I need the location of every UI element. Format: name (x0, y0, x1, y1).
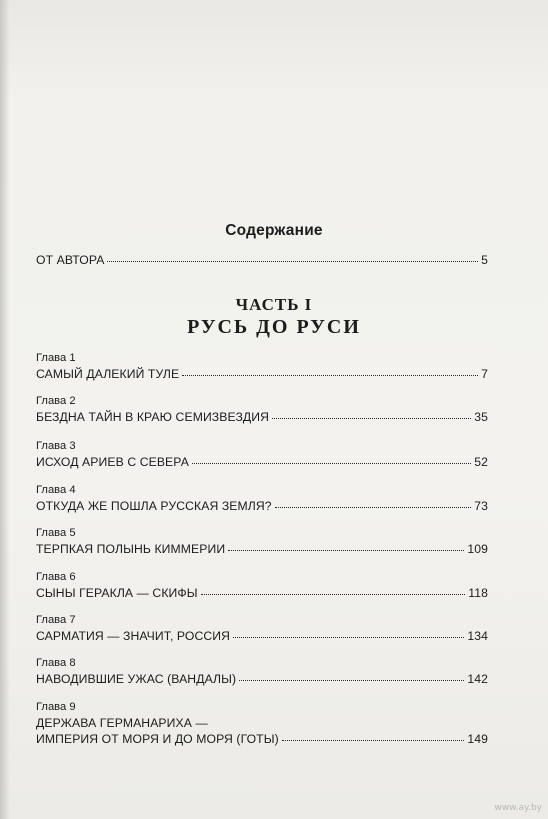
toc-page-number: 73 (474, 499, 488, 513)
toc-line (36, 541, 488, 557)
toc-entry-chapter-4 (36, 483, 488, 514)
chapter-title: ДЕРЖАВА ГЕРМАНАРИХА — (36, 716, 208, 730)
toc-line (36, 454, 488, 470)
chapter-title: ТЕРПКАЯ ПОЛЫНЬ КИММЕРИИ (36, 542, 226, 556)
toc-page-number: 35 (474, 410, 488, 424)
dot-leader (233, 636, 464, 638)
toc-entry-chapter-2 (36, 394, 488, 425)
toc-heading: Содержание (225, 222, 323, 239)
chapter-title: САРМАТИЯ — ЗНАЧИТ, РОССИЯ (36, 629, 231, 643)
toc-entry-author (36, 252, 488, 268)
toc-entry-chapter-3 (36, 439, 488, 470)
chapter-title: ИСХОД АРИЕВ С СЕВЕРА (36, 455, 189, 469)
toc-line (36, 409, 488, 425)
toc-page-number: 118 (468, 586, 488, 600)
toc-page-number: 149 (467, 732, 488, 746)
chapter-title: СЫНЫ ГЕРАКЛА — СКИФЫ (36, 586, 198, 600)
dot-leader (272, 417, 471, 419)
dot-leader (107, 260, 478, 262)
toc-line (36, 585, 488, 601)
chapter-label: Глава 7 (36, 614, 76, 626)
chapter-label: Глава 2 (36, 395, 76, 407)
chapter-label: Глава 9 (36, 701, 76, 713)
chapter-label: Глава 5 (36, 527, 76, 539)
toc-line (36, 731, 488, 747)
toc-entry-chapter-6 (36, 570, 488, 601)
toc-entry-chapter-9 (36, 700, 488, 747)
dot-leader (282, 739, 465, 741)
toc-entry-chapter-8 (36, 656, 488, 687)
chapter-title: БЕЗДНА ТАЙН В КРАЮ СЕМИЗВЕЗДИЯ (36, 410, 270, 424)
chapter-label: Глава 6 (36, 571, 76, 583)
toc-entry-chapter-1 (36, 351, 488, 382)
chapter-title: НАВОДИВШИЕ УЖАС (ВАНДАЛЫ) (36, 672, 237, 686)
toc-line (36, 366, 488, 382)
toc-page-number: 109 (467, 542, 488, 556)
page-gutter-shadow (0, 0, 10, 819)
dot-leader (228, 549, 464, 551)
toc-page-number: 134 (467, 629, 488, 643)
toc-page-number: 7 (481, 367, 488, 381)
toc-entry-chapter-5 (36, 526, 488, 557)
toc-line (36, 498, 488, 514)
toc-line (36, 628, 488, 644)
dot-leader (239, 679, 464, 681)
chapter-label: Глава 3 (36, 440, 76, 452)
part-title: РУСЬ ДО РУСИ (187, 316, 361, 338)
dot-leader (275, 506, 472, 508)
toc-page-number: 52 (474, 455, 488, 469)
chapter-title-continued: ИМПЕРИЯ ОТ МОРЯ И ДО МОРЯ (ГОТЫ) (36, 732, 279, 746)
watermark: www.ay.by (494, 803, 542, 813)
chapter-label: Глава 4 (36, 484, 76, 496)
dot-leader (201, 593, 466, 595)
dot-leader (192, 462, 471, 464)
toc-line (36, 671, 488, 687)
part-number: ЧАСТЬ I (235, 295, 313, 314)
chapter-label: Глава 8 (36, 657, 76, 669)
toc-line (36, 715, 488, 731)
toc-entry-title: ОТ АВТОРА (36, 253, 105, 267)
chapter-title: ОТКУДА ЖЕ ПОШЛА РУССКАЯ ЗЕМЛЯ? (36, 499, 272, 513)
toc-page-number: 5 (481, 253, 488, 267)
toc-entry-chapter-7 (36, 613, 488, 644)
chapter-label: Глава 1 (36, 352, 76, 364)
toc-line (36, 252, 488, 268)
chapter-title: САМЫЙ ДАЛЕКИЙ ТУЛЕ (36, 367, 180, 381)
toc-page-number: 142 (467, 672, 488, 686)
dot-leader (182, 374, 478, 376)
